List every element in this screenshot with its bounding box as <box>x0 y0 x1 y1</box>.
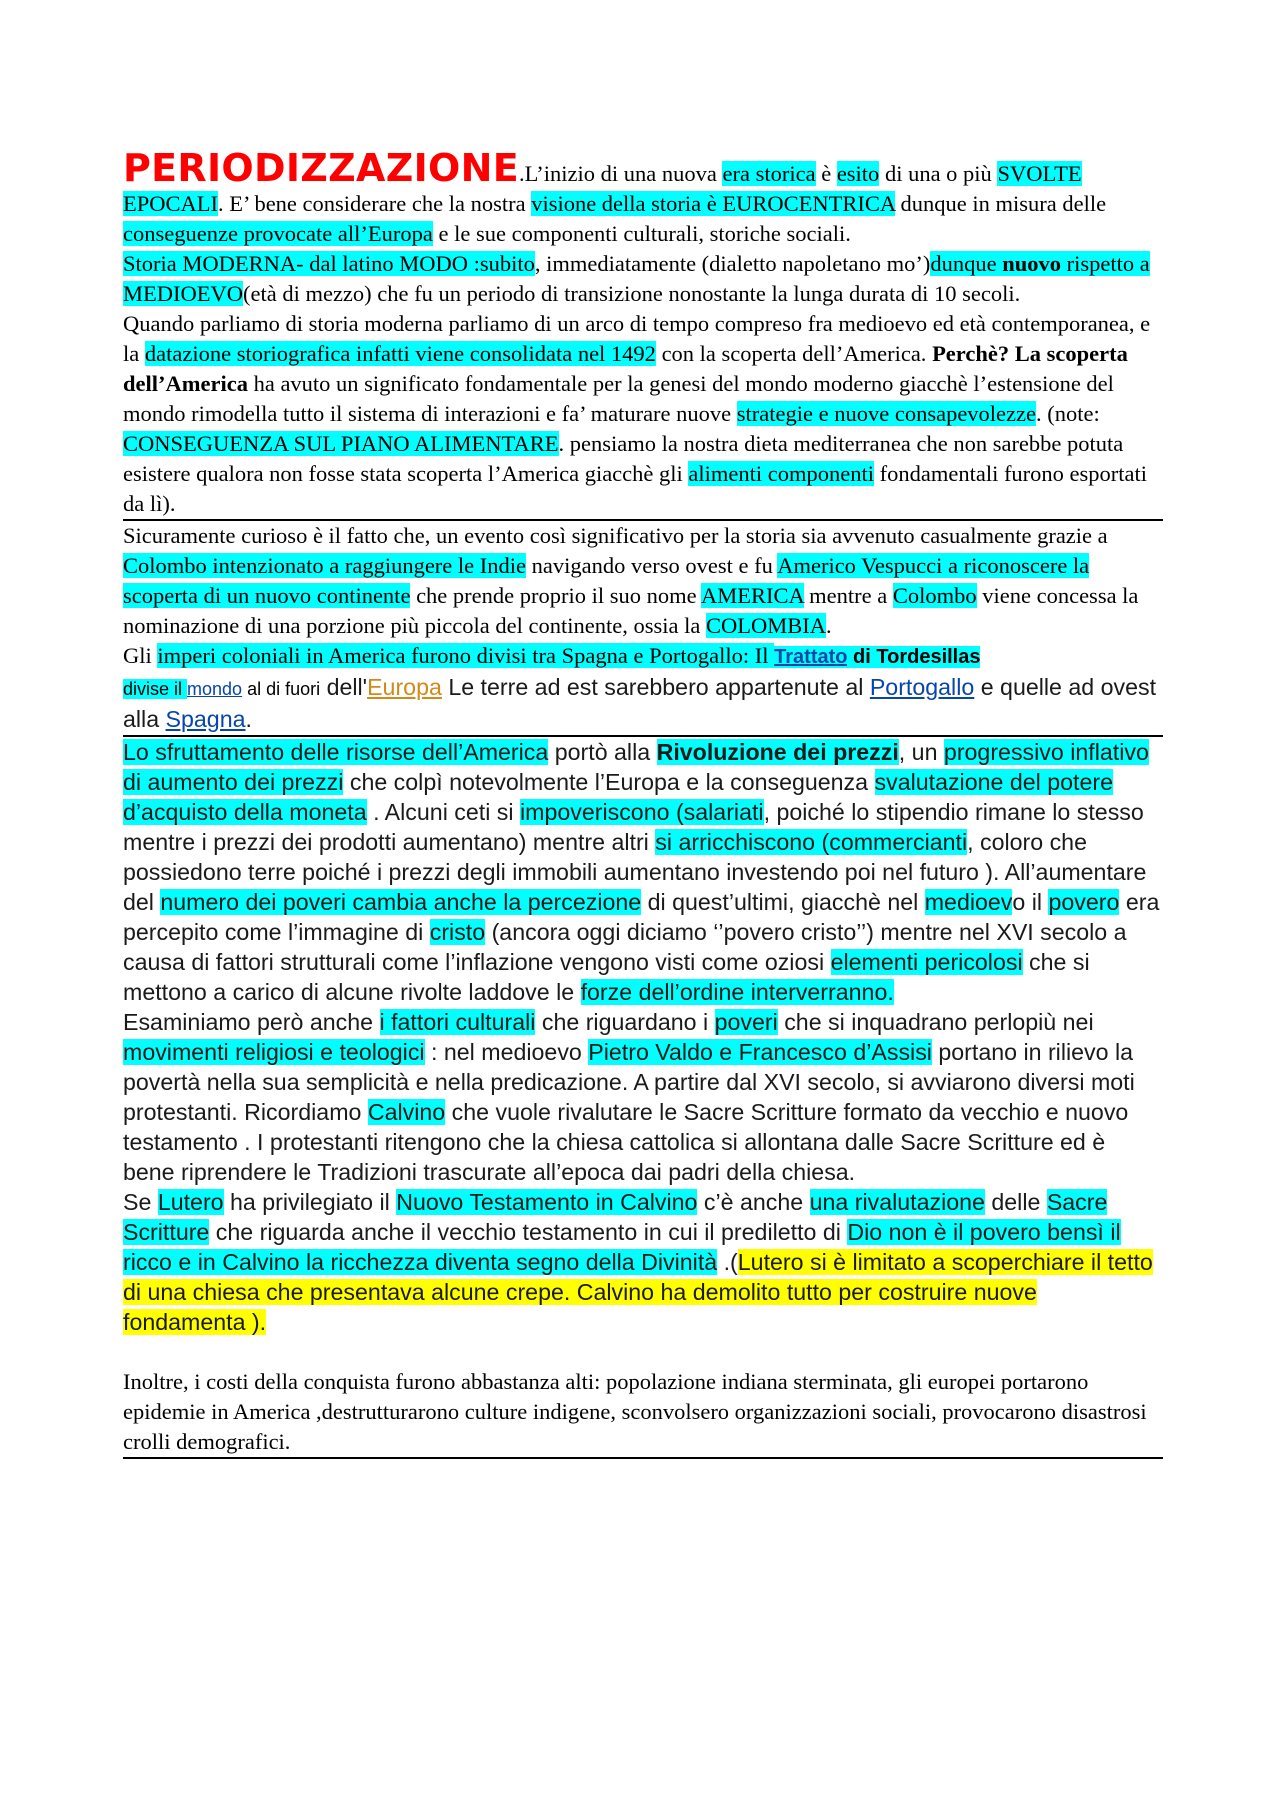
spagna-link[interactable]: Spagna <box>165 706 246 732</box>
page-title: PERIODIZZAZIONE <box>123 146 519 190</box>
document-page <box>123 146 1163 1459</box>
paragraph-costi-conquista: Inoltre, i costi della conquista furono abbastanza alti: popolazione indiana sterminata, gli europei portarono epidemie in America ,destrutturarono culture indigene, sconvolsero organizzazioni sociali, provocarono disastrosi crolli demografici. <box>123 1367 1163 1459</box>
paragraph-storia-moderna: Storia MODERNA- dal latino MODO :subito, immediatamente (dialetto napoletano mo’)dunque nuovo rispetto a MEDIOEVO(età di mezzo) che fu un periodo di transizione nonostante la lunga durata di 10 secoli. <box>123 251 1150 306</box>
trattato-link[interactable]: Trattato <box>774 646 848 668</box>
paragraph-rivoluzione-prezzi: Lo sfruttamento delle risorse dell’America portò alla Rivoluzione dei prezzi, un progressivo inflativo di aumento dei prezzi che colpì notevolmente l’Europa e la conseguenza svalutazione del potere d’acquisto della moneta . Alcuni ceti si impoveriscono (salariati, poiché lo stipendio rimane lo stesso mentre i prezzi dei prodotti aumentano) mentre altri si arricchiscono (commercianti, coloro che possiedono terre poiché i prezzi degli immobili aumentano investendo poi nel futuro ). All’aumentare del numero dei poveri cambia anche la percezione di quest’ultimi, giacchè nel medioevo il povero era percepito come l’immagine di cristo (ancora oggi diciamo ‘’povero cristo’’) mentre nel XVI secolo a causa di fattori strutturali come l’inflazione vengono visti come oziosi elementi pericolosi che si mettono a carico di alcune rivolte laddove le forze dell’ordine interverranno. <box>123 739 1160 1005</box>
paragraph-spacer <box>123 1337 1163 1367</box>
paragraph-datazione: Quando parliamo di storia moderna parliamo di un arco di tempo compreso fra medioevo ed età contemporanea, e la datazione storiografica infatti viene consolidata nel 1492 con la scoperta dell’America. Perchè? La scoperta dell’America ha avuto un significato fondamentale per la genesi del mondo moderno giacchè l’estensione del mondo rimodella tutto il sistema di interazioni e fa’ maturare nuove strategie e nuove consapevolezze. (note: CONSEGUENZA SUL PIANO ALIMENTARE. pensiamo la nostra dieta mediterranea che non sarebbe potuta esistere qualora non fosse stata scoperta l’America giacchè gli alimenti componenti fondamentali furono esportati da lì). <box>123 309 1163 521</box>
paragraph-fattori-culturali: Esaminiamo però anche i fattori culturali che riguardano i poveri che si inquadrano perlopiù nei movimenti religiosi e teologici : nel medioevo Pietro Valdo e Francesco d’Assisi portano in rilievo la povertà nella sua semplicità e nella predicazione. A partire dal XVI secolo, si avviarono diversi moti protestanti. Ricordiamo Calvino che vuole rivalutare le Sacre Scritture formato da vecchio e nuovo testamento . I protestanti ritengono che la chiesa cattolica si allontana dalle Sacre Scritture ed è bene riprendere le Tradizioni trascurate all’epoca dai padri della chiesa. <box>123 1009 1135 1185</box>
paragraph-intro: PERIODIZZAZIONE.L’inizio di una nuova era storica è esito di una o più SVOLTE EPOCALI. E’ bene considerare che la nostra visione della storia è EUROCENTRICA dunque in misura delle conseguenze provocate all’Europa e le sue componenti culturali, storiche sociali. <box>123 146 1107 246</box>
europa-link[interactable]: Europa <box>367 674 442 700</box>
paragraph-lutero-calvino: Se Lutero ha privilegiato il Nuovo Testamento in Calvino c’è anche una rivalutazione delle Sacre Scritture che riguarda anche il vecchio testamento in cui il prediletto di Dio non è il povero bensì il ricco e in Calvino la ricchezza diventa segno della Divinità .(Lutero si è limitato a scoperchiare il tetto di una chiesa che presentava alcune crepe. Calvino ha demolito tutto per costruire nuove fondamenta ). <box>123 1189 1153 1335</box>
paragraph-tordesillas: Gli imperi coloniali in America furono divisi tra Spagna e Portogallo: Il Trattato di Tordesillas divise il mondo al di fuori dell'Europa Le terre ad est sarebbero appartenute al Portogallo e quelle ad ovest alla Spagna. <box>123 641 1163 737</box>
portogallo-link[interactable]: Portogallo <box>869 674 975 700</box>
paragraph-colombo: Sicuramente curioso è il fatto che, un evento così significativo per la storia sia avvenuto casualmente grazie a Colombo intenzionato a raggiungere le Indie navigando verso ovest e fu Americo Vespucci a riconoscere la scoperta di un nuovo continente che prende proprio il suo nome AMERICA mentre a Colombo viene concessa la nominazione di una porzione più piccola del continente, ossia la COLOMBIA. <box>123 523 1139 638</box>
mondo-link[interactable]: mondo <box>187 679 243 699</box>
